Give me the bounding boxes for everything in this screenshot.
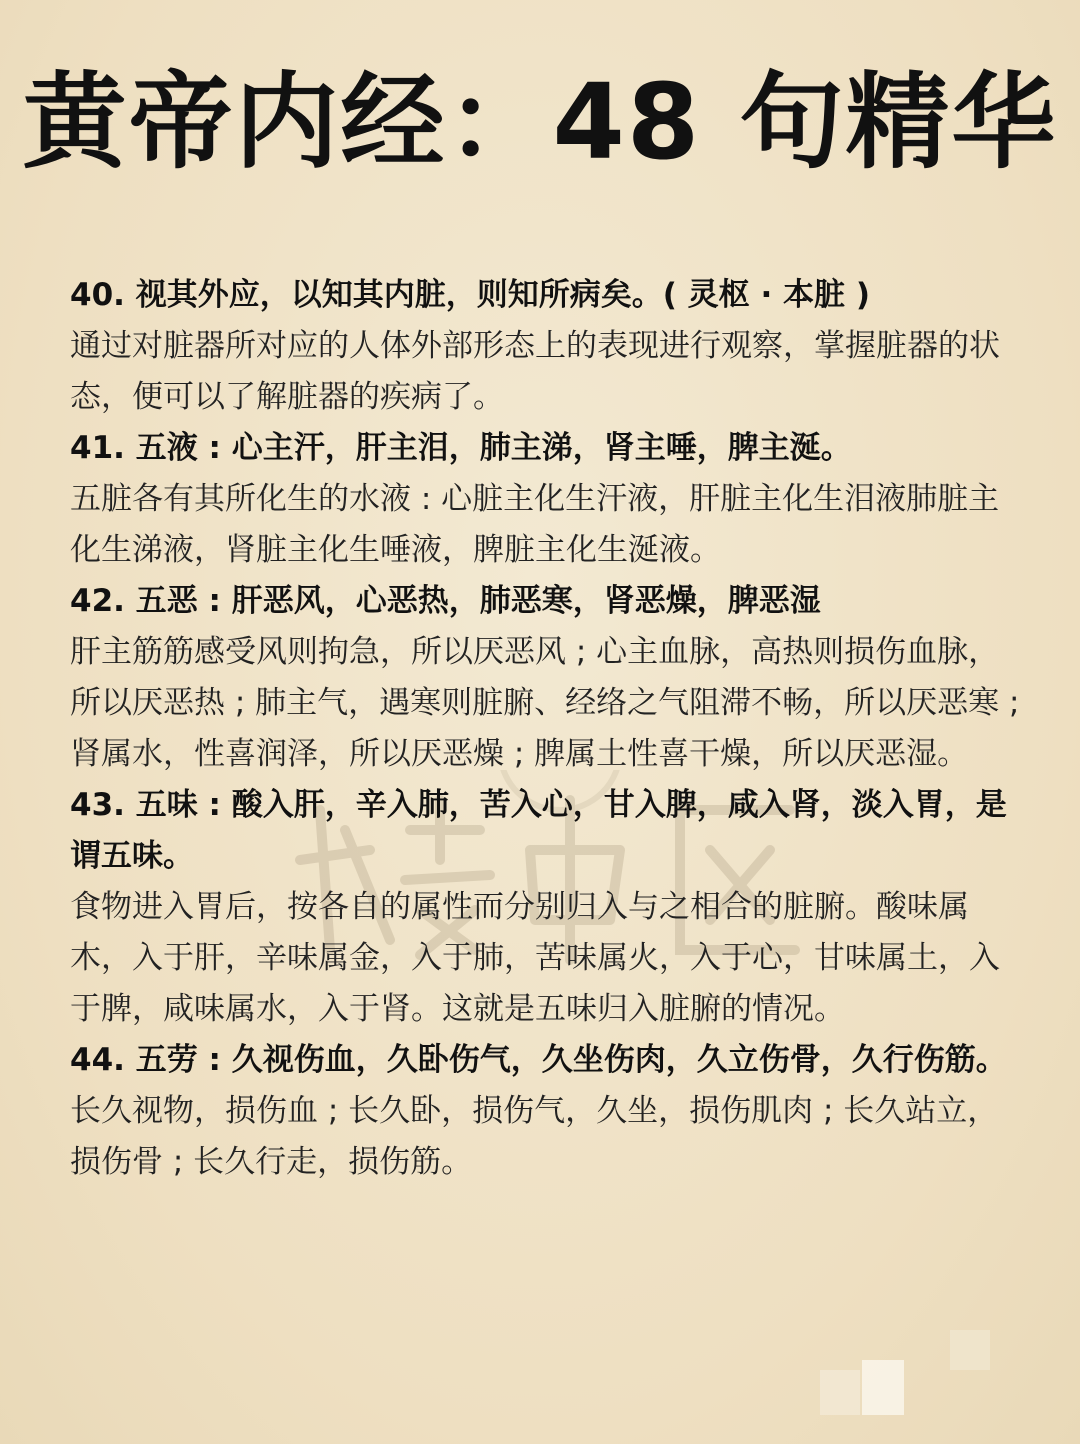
blurred-corner-mark	[820, 1370, 860, 1415]
entry-40	[70, 270, 1020, 423]
page-title: 黄帝内经：48 句精华	[22, 61, 1058, 183]
entry-title: 41. 五液 : 心主汗，肝主泪，肺主涕，肾主唾，脾主涎。	[70, 430, 852, 466]
entry-44	[70, 1035, 1020, 1188]
entry-42	[70, 576, 1020, 780]
entry-body: 食物进入胃后，按各自的属性而分别归入与之相合的脏腑。酸味属木，入于肝，辛味属金，入于肺，苦味属火，入于心，甘味属土，入于脾，咸味属水，入于肾。这就是五味归入脏腑的情况。	[70, 889, 1000, 1027]
entry-43	[70, 780, 1020, 1035]
entry-body: 长久视物，损伤血 ; 长久卧，损伤气，久坐，损伤肌肉 ; 长久站立，损伤骨 ; 长久行走，损伤筋。	[70, 1093, 999, 1180]
blurred-corner-mark	[862, 1360, 904, 1415]
entry-title: 42. 五恶 : 肝恶风，心恶热，肺恶寒，肾恶燥，脾恶湿	[70, 583, 821, 619]
entry-title: 40. 视其外应，以知其内脏，则知所病矣。( 灵枢 · 本脏 )	[70, 277, 870, 313]
entries-list	[70, 270, 1020, 1188]
entry-41	[70, 423, 1020, 576]
entry-body: 肝主筋筋感受风则拘急，所以厌恶风 ; 心主血脉，高热则损伤血脉，所以厌恶热 ; 肺主气，遇寒则脏腑、经络之气阻滞不畅，所以厌恶寒 ; 肾属水，性喜润泽，所以厌恶燥 ; 脾属土性喜干燥，所以厌恶湿。	[70, 634, 1020, 772]
entry-body: 五脏各有其所化生的水液 : 心脏主化生汗液，肝脏主化生泪液肺脏主化生涕液，肾脏主化生唾液，脾脏主化生涎液。	[70, 481, 1000, 568]
entry-title: 44. 五劳 : 久视伤血，久卧伤气，久坐伤肉，久立伤骨，久行伤筋。	[70, 1042, 1007, 1078]
blurred-corner-mark	[950, 1330, 990, 1370]
entry-body: 通过对脏器所对应的人体外部形态上的表现进行观察，掌握脏器的状态，便可以了解脏器的疾病了。	[70, 328, 1000, 415]
entry-title: 43. 五味 : 酸入肝，辛入肺，苦入心，甘入脾，咸入肾，淡入胃，是谓五味。	[70, 787, 1007, 874]
